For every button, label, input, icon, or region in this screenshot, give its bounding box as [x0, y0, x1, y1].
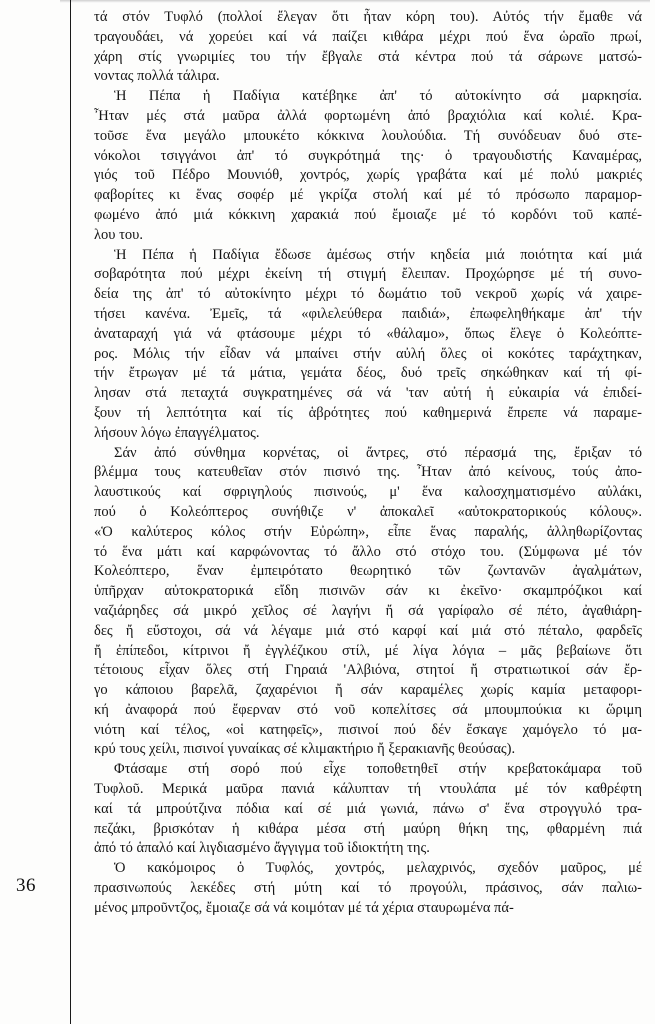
text-line: βλέμμα τους κατευθεῖαν στόν πισινό της. Ἦταν ἀπό κείνους, τούς ἀπο-: [94, 464, 642, 481]
text-line: τραγουδάει, νά χορεύει καί νά παίζει κιθάρα μέχρι πού ἕνα ὡραῖο πρωί,: [94, 28, 642, 45]
text-line: φαβορίτες κι ἕνας σοφέρ μέ γκρίζα στολή καί μέ τό πρόσωπο παραμορ-: [94, 187, 642, 204]
text-line: πεζάκι, βρισκόταν ἡ κιθάρα μέσα στή μαύρη θήκη της, φθαρμένη πιά: [94, 820, 642, 837]
paragraph: [94, 8, 642, 87]
text-line: πού ὁ Κολεόπτερος συνήθιζε ν' ἀποκαλεῖ «αὐτοκρατορικούς κόλους».: [94, 503, 642, 520]
paragraph: [94, 859, 642, 918]
text-line: τοῦσε ἕνα μεγάλο μπουκέτο κόκκινα λουλούδια. Τή συνόδευαν δυό στε-: [94, 127, 642, 144]
paragraph: [94, 246, 642, 444]
text-line: τήσει κανένα. Ἐμεῖς, τά «φιλελεύθερα παιδιά», ἐπωφεληθήκαμε ἀπ' τήν: [94, 305, 642, 322]
text-line: νοντας πολλά τάλιρα.: [94, 68, 220, 85]
text-line: «Ὁ καλύτερος κόλος στήν Εὐρώπη», εἶπε ἕνας παραλής, ἀλληθωρίζοντας: [94, 523, 642, 540]
text-line: τήν ἔτρωγαν μέ τά μάτια, γεμάτα δέος, δυό τρεῖς σηκώθηκαν καί τή φί-: [94, 365, 642, 382]
paragraph: [94, 444, 642, 761]
margin-rule: [70, 0, 71, 1024]
text-line: Κολεόπτερο, ἕναν ἐμπειρότατο θεωρητικό τῶν ζωντανῶν ἀγαλμάτων,: [94, 563, 642, 580]
page-number: 36: [16, 875, 36, 896]
page-top-edge: [60, 0, 650, 3]
text-line: δες ἤ εὔστοχοι, σά νά λέγαμε μιά στό καρφί καί μιά στό πέταλο, φαρδεῖς: [94, 622, 642, 639]
body-text: [94, 8, 642, 919]
text-line: τά στόν Τυφλό (πολλοί ἔλεγαν ὅτι ἦταν κόρη του). Αὐτός τήν ἔμαθε νά: [94, 9, 642, 25]
text-line: Ἡ Πέπα ἡ Παδίγια κατέβηκε ἀπ' τό αὐτοκίνητο σά μαρκησία.: [114, 88, 642, 105]
text-line: γιός τοῦ Πέδρο Μουνιόθ, χοντρός, χωρίς γραβάτα καί μέ πολύ μακριές: [94, 167, 642, 184]
text-line: σοβαρότητα πού μέχρι ἐκείνη τή στιγμή ἔλειπαν. Προχώρησε μέ τή συνο-: [94, 266, 642, 283]
paragraph: [94, 87, 642, 245]
text-line: νιότη καί τέλος, «οἱ κατηφεῖς», πισινοί πού δέν ἔσκαγε χαμόγελο τό μα-: [94, 721, 642, 738]
text-line: χάρη στίς γνωριμίες του τήν ἔβγαλε στά κέντρα πού τά σάρωνε ματσώ-: [94, 48, 642, 65]
paragraph: [94, 760, 642, 859]
text-line: φωμένο ἀπό μιά κόκκινη χαρακιά πού ἔμοιαζε μέ τό κορδόνι τοῦ καπέ-: [94, 206, 642, 223]
text-line: καί τά μπρούτζινα πόδια καί σέ μιά γωνιά, πάνω σ' ἕνα στρογγυλό τρα-: [94, 800, 642, 817]
text-line: ἀναταραχή γιά νά φτάσουμε μέχρι τό «θάλαμο», ὅπως ἔλεγε ὁ Κολεόπτε-: [94, 325, 642, 342]
text-line: ρος. Μόλις τήν εἶδαν νά μπαίνει στήν αὐλή ὅλες οἱ κοκότες ταράχτηκαν,: [94, 345, 642, 362]
text-line: Ἦταν μές στά μαῦρα ἀλλά φορτωμένη ἀπό βραχιόλια καί κολιέ. Κρα-: [94, 107, 642, 124]
text-line: τέτοιους εἶχαν ὅλες στή Γηραιά 'Αλβιόνα, στητοί ἤ στρατιωτικοί σάν ἔρ-: [94, 662, 642, 679]
text-line: λου του.: [94, 226, 143, 243]
text-line: γο κάποιου βαρελᾶ, ζαχαρένιοι ἤ σάν καραμέλες χωρίς καμία μεταφορι-: [94, 682, 642, 699]
text-line: κρύ τους χείλι, πισινοί γυναίκας σέ κλιμακτήριο ἤ ξερακιανῆς θεούσας).: [94, 741, 516, 758]
text-line: ξουν τή λεπτότητα καί τίς ἁβρότητες πού καθημερινά ἔπρεπε νά παραμε-: [94, 404, 642, 421]
text-line: Φτάσαμε στή σορό πού εἶχε τοποθετηθεῖ στήν κρεβατοκάμαρα τοῦ: [114, 761, 642, 778]
text-line: δεία της ἀπ' τό αὐτοκίνητο μέχρι τό δωμάτιο τοῦ νεκροῦ χωρίς νά χαιρε-: [94, 286, 642, 303]
text-line: ναζιάρηδες σά μικρό χεῖλος σέ λαγήνι ἤ σά γαρίφαλο σέ πέτο, ἀγαθιάρη-: [94, 602, 642, 619]
text-line: Ὁ κακόμοιρος ὁ Τυφλός, χοντρός, μελαχρινός, σχεδόν μαῦρος, μέ: [114, 860, 642, 877]
text-line: ἤ ἐπίπεδοι, κίτρινοι ἤ ἐγγλέζικου στίλ, μέ λίγα λόγια – μᾶς βεβαίωνε ὅτι: [94, 642, 642, 659]
text-line: λαυστικούς καί σφριγηλούς πισινούς, μ' ἕνα καλοσχηματισμένο αὐλάκι,: [94, 484, 642, 501]
text-line: λήσουν λόγω ἐπαγγέλματος.: [94, 424, 260, 441]
text-line: Ἡ Πέπα ἡ Παδίγια ἔδωσε ἀμέσως στήν κηδεία μιά ποιότητα καί μιά: [114, 246, 642, 263]
text-line: ὑπῆρχαν αὐτοκρατορικά εἴδη πισινῶν σάν κι ἐκεῖνο· σκαμπρόζικοι καί: [94, 583, 642, 600]
text-line: τό ἕνα μάτι καί καρφώνοντας τό ἄλλο στό στόχο του. (Σύμφωνα μέ τόν: [94, 543, 642, 560]
text-line: Σάν ἀπό σύνθημα κορνέτας, οἱ ἄντρες, στό πέρασμά της, ἔριξαν τό: [114, 444, 642, 461]
text-line: λησαν στά πεταχτά συγκρατημένες σά νά 'ταν αὐτή ἡ εὐκαιρία νά ἐπιδεί-: [94, 385, 642, 402]
text-line: πρασινωπούς λεκέδες στή μύτη καί τό προγούλι, πράσινος, σάν παλιω-: [94, 880, 642, 897]
text-line: μένος μπροῦντζος, ἔμοιαζε σά νά κοιμόταν μέ τά χέρια σταυρωμένα πά-: [94, 899, 514, 916]
text-line: νόκολοι τσιγγάνοι ἀπ' τό συγκρότημά της· ὁ τραγουδιστής Καναμέρας,: [94, 147, 642, 164]
text-line: ἀπό τό ἁπαλό καί λιγδιασμένο ἄγγιγμα τοῦ ἰδιοκτήτη της.: [94, 840, 430, 857]
text-line: κή ἀναφορά πού ἔφερναν στό νοῦ κοπελίτσες σά μπουμπούκια κι ὥριμη: [94, 701, 642, 718]
text-line: Τυφλοῦ. Μερικά μαῦρα πανιά κάλυπταν τή ντουλάπα μέ τόν καθρέφτη: [94, 781, 642, 798]
